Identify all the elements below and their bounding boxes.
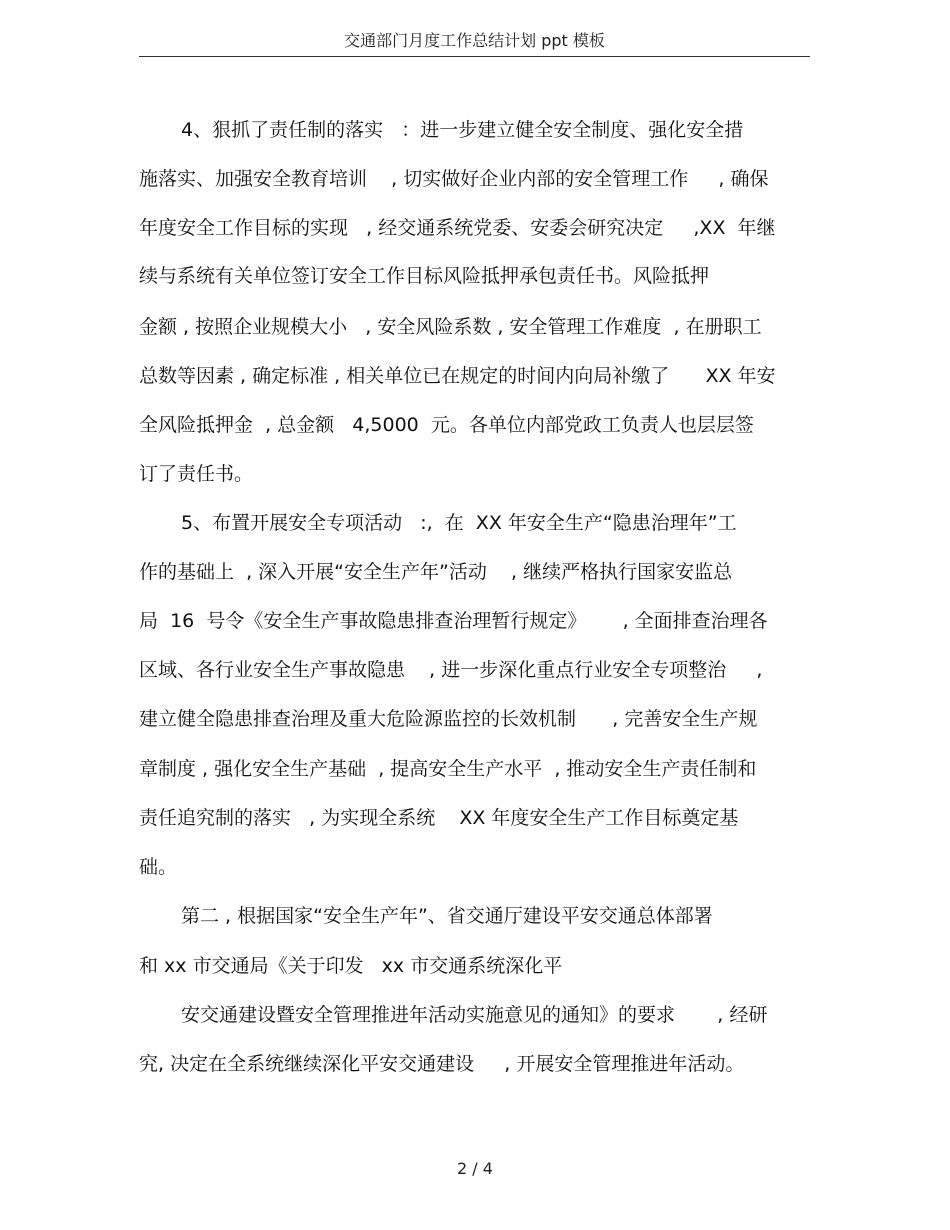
text-line: 础。 (139, 856, 178, 878)
text-line: 和 xx 市交通局《关于印发 xx 市交通系统深化平 (139, 955, 563, 977)
text-line: 5、布置开展安全专项活动 :, 在 XX 年安全生产“隐患治理年”工 (181, 512, 737, 534)
text-line: 4、狠抓了责任制的落实 ：进一步建立健全安全制度、强化安全措 (181, 119, 744, 141)
text-line: 年度安全工作目标的实现 , 经交通系统党委、安委会研究决定 ,XX 年继 (139, 217, 776, 239)
text-line: 作的基础上 , 深入开展“安全生产年”活动 , 继续严格执行国家安监总 (139, 561, 733, 583)
text-line: 究, 决定在全系统继续深化平安交通建设 , 开展安全管理推进年活动。 (139, 1053, 745, 1075)
text-line: 总数等因素 , 确定标准 , 相关单位已在规定的时间内向局补缴了 XX 年安 (139, 365, 776, 387)
text-line: 建立健全隐患排查治理及重大危险源监控的长效机制 , 完善安全生产规 (139, 708, 758, 730)
page-number: 2 / 4 (457, 1159, 493, 1178)
text-line: 责任追究制的落实 , 为实现全系统 XX 年度安全生产工作目标奠定基 (139, 807, 739, 829)
text-line: 区域、各行业安全生产事故隐患 , 进一步深化重点行业安全专项整治 , (139, 659, 763, 681)
text-line: 施落实、加强安全教育培训 , 切实做好企业内部的安全管理工作 , 确保 (139, 168, 769, 190)
text-line: 订了责任书。 (139, 463, 254, 485)
text-line: 安交通建设暨安全管理推进年活动实施意见的通知》的要求 , 经研 (181, 1004, 768, 1026)
text-line: 第二 , 根据国家“安全生产年”、省交通厅建设平安交通总体部署 (181, 905, 713, 927)
text-line: 全风险抵押金 , 总金额 4,5000 元。各单位内部党政工负责人也层层签 (139, 414, 754, 436)
header-divider (139, 56, 810, 57)
text-line: 局 16 号令《安全生产事故隐患排查治理暂行规定》 , 全面排查治理各 (139, 610, 768, 632)
text-line: 续与系统有关单位签订安全工作目标风险抵押承包责任书。风险抵押 (139, 265, 710, 287)
page-header: 交通部门月度工作总结计划 ppt 模板 (344, 31, 605, 50)
text-line: 金额 , 按照企业规模大小 , 安全风险系数 , 安全管理工作难度 , 在册职工 (139, 316, 762, 338)
text-line: 章制度 , 强化安全生产基础 , 提高安全生产水平 , 推动安全生产责任制和 (139, 758, 757, 780)
